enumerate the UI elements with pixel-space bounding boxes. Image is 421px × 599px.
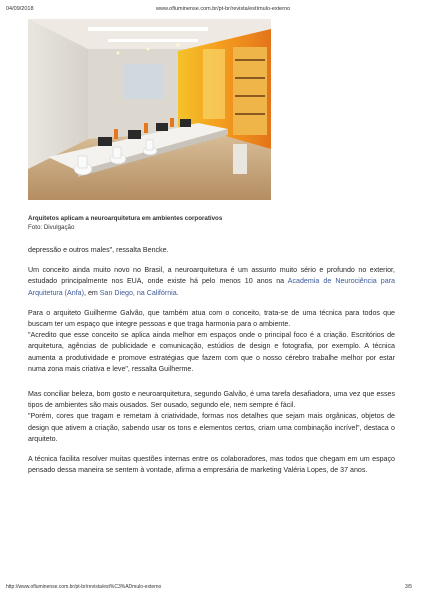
print-url: www.ofluminense.com.br/pt-br/revista/estímulo-externo (156, 6, 291, 12)
article-body (28, 245, 395, 485)
paragraph-5 (28, 454, 395, 476)
link-san-diego[interactable]: San Diego, na Califórnia (99, 288, 177, 297)
office-photo-illustration (28, 19, 271, 200)
paragraph-1-text: depressão e outros males", ressalta Bencke. (28, 246, 169, 254)
paragraph-5-text: A técnica facilita resolver muitas questões internas entre os colaboradores, mas todos que chegam em um espaço pensado dessa maneira se sentem à vontade, afirma a empresária de marketing Valéria Lopes, de 37 anos. (28, 455, 395, 475)
print-date: 04/09/2018 (6, 6, 34, 12)
photo-caption-credit: Foto: Divulgação (28, 224, 75, 231)
link-anfa[interactable]: Academia de Neurociência para Arquitetura (Anfa) (28, 277, 395, 297)
paragraph-3-line-1: Para o arquiteto Guilherme Galvão, que também atua com o conceito, trata-se de uma técnica para todos que buscam ter um espaço que integre pessoas e que traga harmonia para o ambiente. (28, 308, 395, 329)
paragraph-2-text-c: . (176, 288, 179, 297)
paragraph-4-line-1: Mas conciliar beleza, bom gosto e neuroarquitetura, segundo Galvão, é uma tarefa desafiadora, uma vez que esses tipos de ambientes são mais ousados. Ser ousado, segundo ele, nem sempre é fácil. (28, 390, 395, 410)
paragraph-2 (28, 265, 395, 299)
photo-caption-title: Arquitetos aplicam a neuroarquitetura em ambientes corporativos (28, 215, 223, 222)
paragraph-3 (28, 308, 395, 375)
print-header (6, 6, 415, 16)
paragraph-4-quote: "Porém, cores que tragam e remetam à criatividade, formas nos detalhes que sejam mais orgânicas, objetos de design que ativem a criação, sabendo usar os tons e elementos certos, criam uma combinação incrível", destaca o arquiteto. (28, 412, 395, 443)
paragraph-2-text-b: , em (84, 288, 100, 297)
paragraph-1 (28, 245, 395, 256)
article-photo (28, 19, 271, 200)
footer-url: http://www.ofluminense.com.br/pt-br/revista/est%C3%ADmulo-externo (6, 584, 162, 590)
paragraph-4 (28, 389, 395, 445)
paragraph-2-text-a: Um conceito ainda muito novo no Brasil, a neuroarquitetura é um assunto muito sério e profundo no exterior, estudado principalmente nos EUA, onde existe há pelo menos 10 anos na (28, 266, 395, 286)
page-number: 3/5 (405, 584, 412, 590)
paragraph-3-quote: "Acredito que esse conceito se aplica ainda melhor em espaços onde o principal foco é a criação. Escritórios de arquitetura, agências de publicidade e comunicação, estúdios de design e fotografia, por exemplo. A técnica aumenta a produtividade e promove estratégias que fazem com que o nosso cérebro trabalhe melhor por estar numa zona mais criativa e leve", ressalta Guilherme. (28, 331, 395, 373)
